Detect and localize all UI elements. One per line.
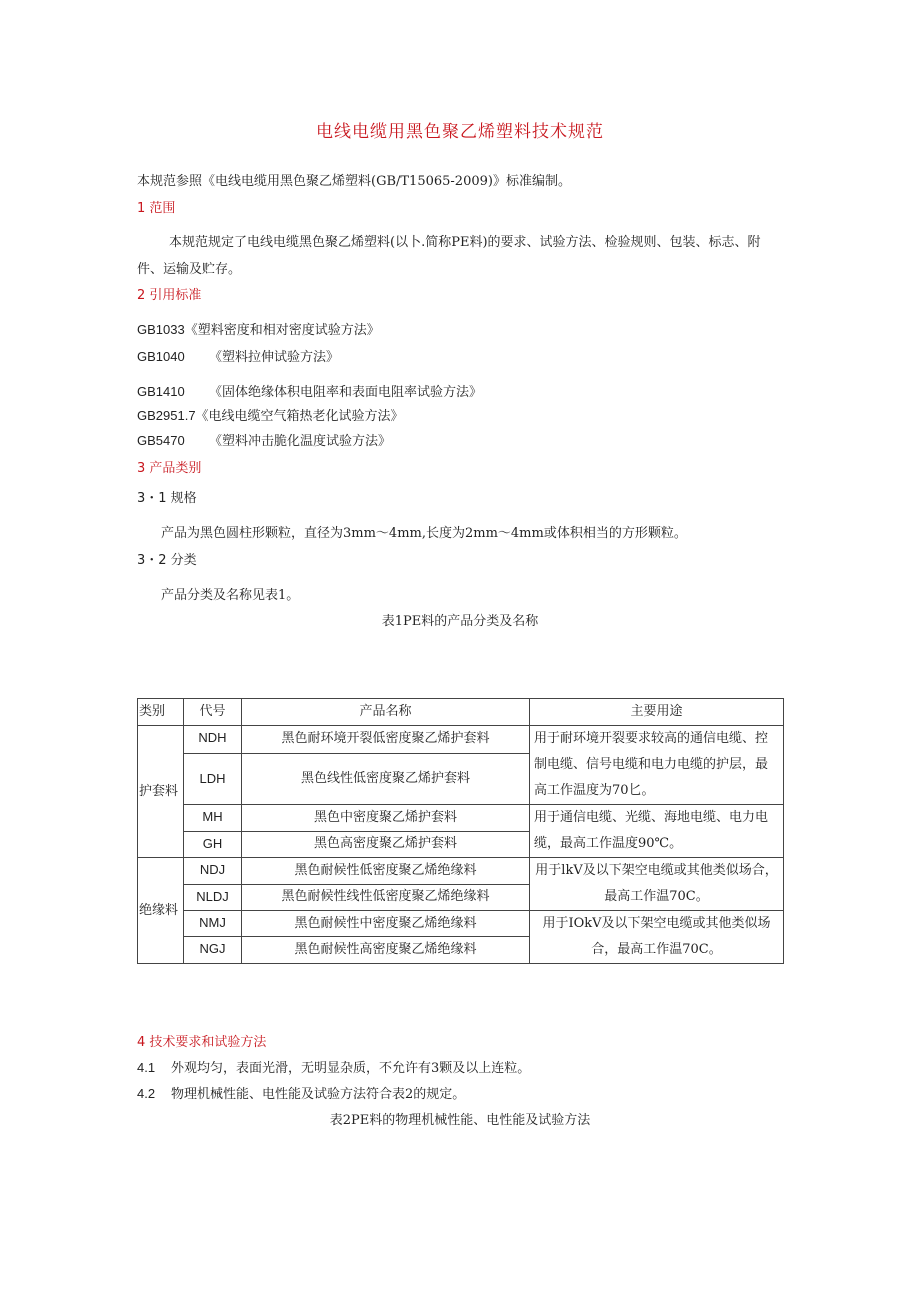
section-4-item [137, 1083, 465, 1102]
reference-name: 《塑料密度和相对密度试验方法》 [184, 323, 380, 338]
code-cell: NGJ [184, 937, 242, 964]
section-4-heading: 4 技术要求和试验方法 [137, 1035, 267, 1050]
section-2-heading: 2 引用标准 [137, 288, 202, 303]
use-cell: 用于IOkV及以下架空电缆或其他类似场合，最高工作温70C。 [530, 911, 784, 964]
section-3-1-heading: 3・1 规格 [137, 491, 197, 506]
code-cell: NLDJ [184, 884, 242, 911]
item-number: 4.2 [137, 1086, 156, 1101]
use-cell: 用于通信电缆、光缆、海地电缆、电力电缆，最高工作温度90℃。 [530, 805, 784, 858]
section-1-text: 本规范规定了电线电缆黑色聚乙烯塑料(以卜.简称PE料)的要求、试验方法、检验规则、包装、标志、附件、运输及贮存。 [137, 235, 761, 277]
use-cell: 用于lkV及以下架空电缆或其他类似场合，最高工作温70C。 [530, 858, 784, 911]
reference-code: GB1410 [137, 384, 185, 399]
table-row [138, 911, 784, 937]
reference-name: 《电线电缆空气箱热老化试验方法》 [195, 409, 404, 424]
table-row [138, 858, 784, 885]
item-number: 4.1 [137, 1060, 156, 1075]
reference-item [137, 346, 339, 365]
item-text: 外观均匀，表面光滑，无明显杂质，不允许有3颗及以上连粒。 [171, 1061, 531, 1076]
code-cell: LDH [184, 753, 242, 804]
table-header-row [138, 699, 784, 726]
reference-item [137, 430, 391, 449]
name-cell: 黑色耐候性线性低密度聚乙烯绝缘料 [242, 884, 530, 911]
reference-name: 《塑料冲击脆化温度试验方法》 [209, 434, 392, 449]
use-cell: 用于耐环境开裂要求较高的通信电缆、控制电缆、信号电缆和电力电缆的护层，最高工作温度为70匕。 [530, 726, 784, 805]
reference-item [137, 319, 380, 338]
reference-item [137, 405, 404, 424]
table-1-caption: 表1PE料的产品分类及名称 [381, 614, 539, 629]
name-cell: 黑色耐候性中密度聚乙烯绝缘料 [242, 911, 530, 937]
reference-code: GB1033 [137, 322, 185, 337]
header-use: 主要用途 [530, 699, 784, 726]
reference-name: 《塑料拉伸试验方法》 [209, 350, 340, 365]
product-classification-table [137, 698, 784, 964]
category-cell: 绝缘料 [138, 858, 184, 964]
name-cell: 黑色耐候性低密度聚乙烯绝缘料 [242, 858, 530, 885]
section-3-heading: 3 产品类别 [137, 461, 202, 476]
name-cell: 黑色耐环境开裂低密度聚乙烯护套料 [242, 726, 530, 754]
header-code: 代号 [184, 699, 242, 726]
table-2-caption: 表2PE料的物理机械性能、电性能及试验方法 [329, 1113, 591, 1128]
table-row [138, 805, 784, 832]
name-cell: 黑色耐候性高密度聚乙烯绝缘料 [242, 937, 530, 964]
intro-paragraph: 本规范参照《电线电缆用黑色聚乙烯塑料(GB/T15065-2009)》标准编制。 [137, 174, 571, 189]
reference-code: GB1040 [137, 349, 185, 364]
category-cell: 护套料 [138, 726, 184, 858]
name-cell: 黑色高密度聚乙烯护套料 [242, 831, 530, 858]
reference-code: GB2951.7 [137, 408, 196, 423]
reference-code: GB5470 [137, 433, 185, 448]
name-cell: 黑色中密度聚乙烯护套料 [242, 805, 530, 832]
code-cell: NDJ [184, 858, 242, 885]
page-title: 电线电缆用黑色聚乙烯塑料技术规范 [316, 122, 604, 142]
section-3-1-text: 产品为黑色圆柱形颗粒，直径为3mm～4mm,长度为2mm～4mm或体积相当的方形颗粒。 [161, 526, 687, 541]
name-cell: 黑色线性低密度聚乙烯护套料 [242, 753, 530, 804]
reference-item [137, 381, 482, 400]
section-4-item [137, 1057, 530, 1076]
code-cell: MH [184, 805, 242, 832]
item-text: 物理机械性能、电性能及试验方法符合表2的规定。 [171, 1087, 466, 1102]
section-1-heading: 1 范围 [137, 201, 176, 216]
code-cell: NMJ [184, 911, 242, 937]
code-cell: GH [184, 831, 242, 858]
header-name: 产品名称 [242, 699, 530, 726]
header-category: 类别 [138, 699, 184, 726]
table-row [138, 726, 784, 754]
section-3-2-heading: 3・2 分类 [137, 553, 197, 568]
reference-name: 《固体绝缘体积电阻率和表面电阻率试验方法》 [209, 385, 483, 400]
code-cell: NDH [184, 726, 242, 754]
section-3-2-text: 产品分类及名称见表1。 [161, 588, 300, 603]
